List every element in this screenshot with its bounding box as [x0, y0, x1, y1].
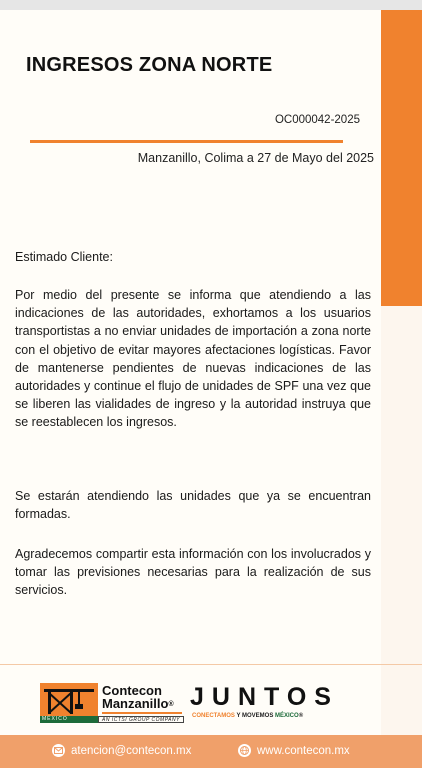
right-accent-bar	[381, 10, 422, 306]
top-band	[0, 0, 422, 10]
logo-underline	[102, 712, 182, 714]
juntos-word: JUNTOS	[190, 683, 339, 711]
date-line: Manzanillo, Colima a 27 de Mayo del 2025	[137, 151, 374, 165]
logo-reg: ®	[168, 701, 174, 709]
logo-tagline: AN ICTSI GROUP COMPANY	[98, 716, 184, 723]
accent-divider	[30, 140, 343, 143]
juntos-tag-part2: Y MOVEMOS	[234, 713, 276, 719]
juntos-tag-part3: MÉXICO	[275, 713, 299, 719]
footer-website[interactable]	[238, 744, 350, 757]
footer-bar	[0, 735, 422, 768]
crane-icon	[40, 683, 98, 716]
paragraph-2: Se estarán atendiendo las unidades que ya se encuentran formadas.	[15, 489, 371, 522]
footer-email-text[interactable]: atencion@contecon.mx	[71, 744, 192, 757]
logo-line2: Manzanillo	[102, 696, 169, 711]
logo-line1: Contecon	[102, 683, 162, 698]
logo-name	[102, 684, 174, 711]
paragraph-3: Agradecemos compartir esta información con los involucrados y tomar las previsiones necesarias para la realización de sus servicios.	[15, 547, 371, 598]
juntos-logo	[186, 683, 339, 723]
paragraph-1: Por medio del presente se informa que atendiendo a las indicaciones de las autoridades, exhortamos a los usuarios transportistas a no enviar unidades de importación a zona norte con el objetivo de evitar mayores afectaciones logísticas. Favor de mantenerse pendientes de nuevas indicaciones de las autoridades y continue el flujo de unidades de SPF una vez que se liberen las vialidades de ingreso y la autoridad instruya que se reestablecen los ingresos.	[15, 288, 371, 430]
envelope-icon	[52, 744, 65, 757]
globe-icon	[238, 744, 251, 757]
footer-email[interactable]	[52, 744, 191, 757]
juntos-tag-reg: ®	[298, 713, 304, 719]
logo-country: MÉXICO	[40, 716, 98, 723]
juntos-tag-part1: CONECTAMOS	[192, 713, 235, 719]
reference-number: OC000042-2025	[274, 114, 360, 126]
document-title: INGRESOS ZONA NORTE	[26, 54, 273, 76]
footer-divider	[0, 664, 422, 665]
juntos-tagline	[192, 713, 303, 719]
greeting: Estimado Cliente:	[15, 250, 113, 264]
footer-website-text[interactable]: www.contecon.mx	[257, 744, 350, 757]
contecon-logo	[40, 683, 184, 723]
